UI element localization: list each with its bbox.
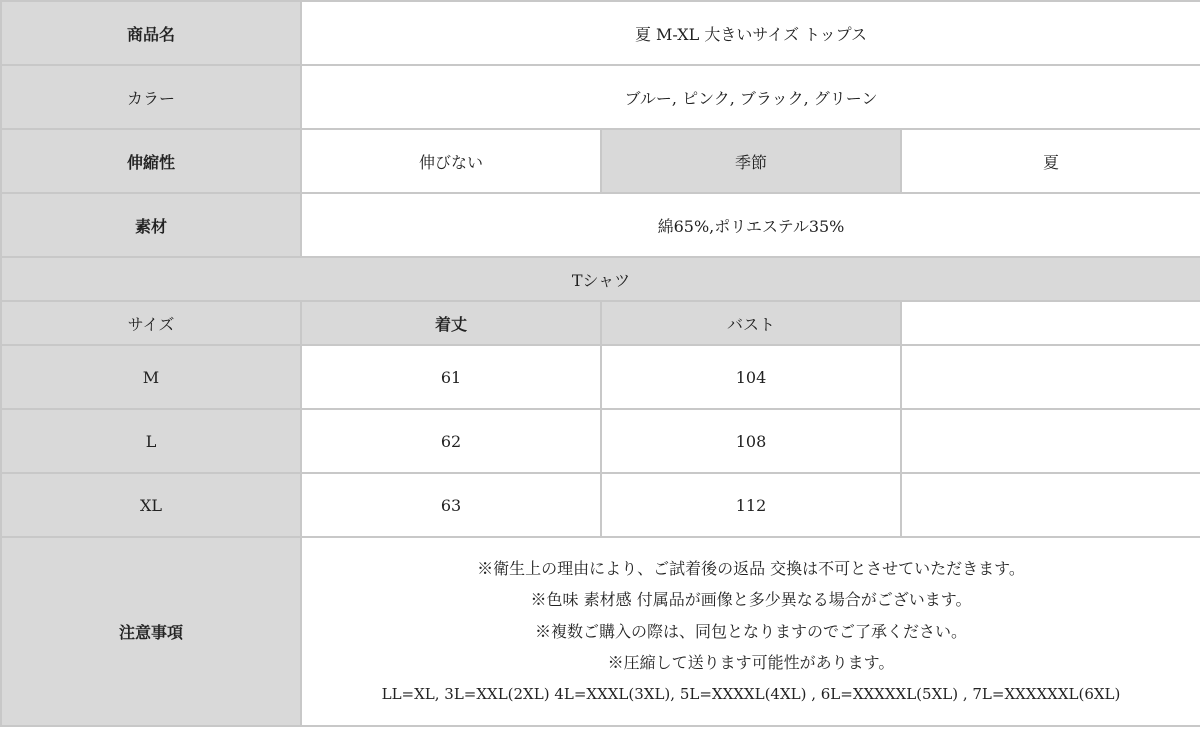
material-row — [1, 193, 1200, 257]
product-name-label: 商品名 — [1, 1, 301, 65]
table-row — [1, 409, 1200, 473]
table-row — [1, 473, 1200, 537]
notes-content — [301, 537, 1200, 726]
note-line: ※圧縮して送ります可能性があります。 — [607, 653, 895, 673]
product-name-row — [1, 1, 1200, 65]
material-value: 綿65%,ポリエステル35% — [301, 193, 1200, 257]
size-header-row — [1, 301, 1200, 345]
extra-cell — [901, 473, 1200, 537]
note-line: ※衛生上の理由により、ご試着後の返品 交換は不可とさせていただきます。 — [477, 558, 1025, 578]
product-name-value: 夏 M-XL 大きいサイズ トップス — [301, 1, 1200, 65]
notes-row — [1, 537, 1200, 726]
extra-header — [901, 301, 1200, 345]
size-cell: XL — [1, 473, 301, 537]
stretch-row — [1, 129, 1200, 193]
season-value: 夏 — [901, 129, 1200, 193]
size-cell: M — [1, 345, 301, 409]
extra-cell — [901, 345, 1200, 409]
color-row — [1, 65, 1200, 129]
length-cell: 61 — [301, 345, 601, 409]
bust-cell: 112 — [601, 473, 901, 537]
length-cell: 63 — [301, 473, 601, 537]
season-label: 季節 — [601, 129, 901, 193]
color-value: ブルー, ピンク, ブラック, グリーン — [301, 65, 1200, 129]
color-label: カラー — [1, 65, 301, 129]
bust-header: バスト — [601, 301, 901, 345]
size-table-title-row — [1, 257, 1200, 301]
notes-label: 注意事項 — [1, 537, 301, 726]
length-header: 着丈 — [301, 301, 601, 345]
bust-cell: 108 — [601, 409, 901, 473]
stretch-label: 伸縮性 — [1, 129, 301, 193]
note-line: ※色味 素材感 付属品が画像と多少異なる場合がございます。 — [530, 590, 972, 610]
size-header: サイズ — [1, 301, 301, 345]
extra-cell — [901, 409, 1200, 473]
size-table-title: Tシャツ — [1, 257, 1200, 301]
table-row — [1, 345, 1200, 409]
size-conversion-line: LL=XL, 3L=XXL(2XL) 4L=XXXL(3XL), 5L=XXXXL(4XL) , 6L=XXXXXL(5XL) , 7L=XXXXXXL(6XL) — [381, 684, 1121, 703]
size-cell: L — [1, 409, 301, 473]
note-line: ※複数ご購入の際は、同包となりますのでご了承ください。 — [534, 621, 967, 641]
length-cell: 62 — [301, 409, 601, 473]
stretch-value: 伸びない — [301, 129, 601, 193]
material-label: 素材 — [1, 193, 301, 257]
bust-cell: 104 — [601, 345, 901, 409]
